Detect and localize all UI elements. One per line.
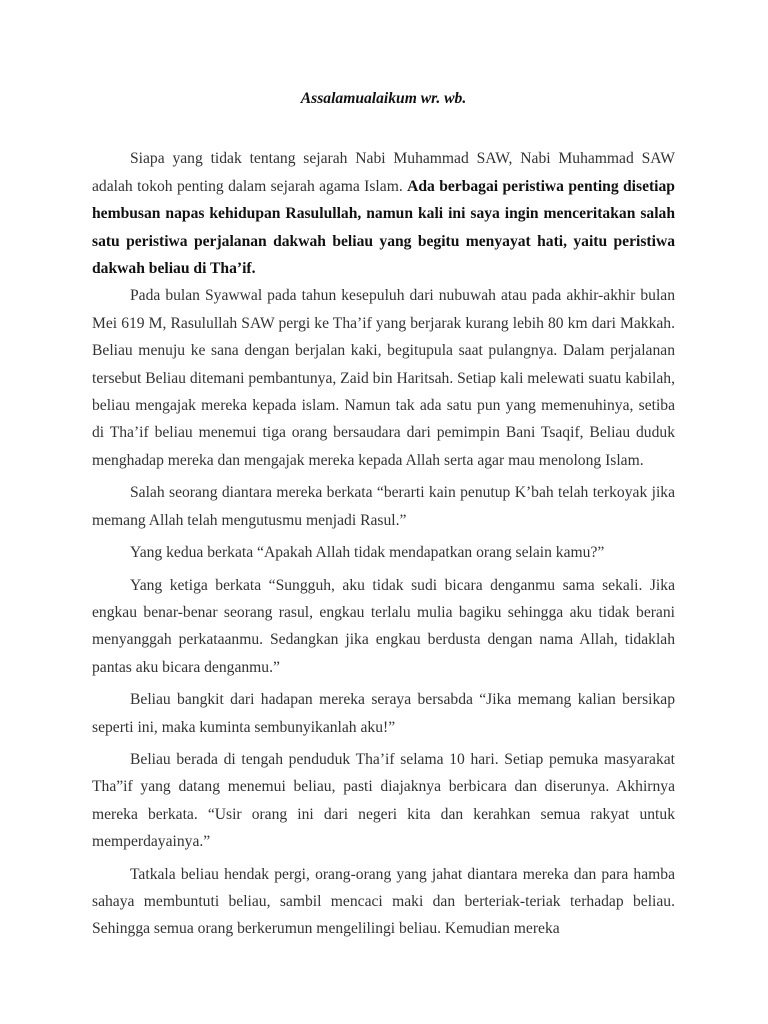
paragraph-thaif-journey: Pada bulan Syawwal pada tahun kesepuluh dari nubuwah atau pada akhir-akhir bulan Mei 619 M, Rasulullah SAW pergi ke Tha’if yang berjarak kurang lebih 80 km dari Makkah. Beliau menuju ke sana dengan berjalan kaki, begitupula saat pulangnya. Dalam perjalanan tersebut Beliau ditemani pembantunya, Zaid bin Haritsah. Setiap kali melewati suatu kabilah, beliau mengajak mereka kepada islam. Namun tak ada satu pun yang memenuhinya, setiba di Tha’if beliau menemui tiga orang bersaudara dari pemimpin Bani Tsaqif, Beliau duduk menghadap mereka dan mengajak mereka kepada Allah serta agar mau menolong Islam. [92, 287, 675, 469]
paragraph-second-brother: Yang kedua berkata “Apakah Allah tidak mendapatkan orang selain kamu?” [130, 544, 605, 562]
greeting-heading: Assalamualaikum wr. wb. [300, 90, 467, 107]
document-page [92, 85, 675, 948]
paragraph-third-brother: Yang ketiga berkata “Sungguh, aku tidak sudi bicara denganmu sama sekali. Jika engkau benar-benar seorang rasul, engkau terlalu mulia bagiku sehingga aku tidak berani menyanggah perkataanmu. Sedangkan jika engkau berdusta dengan nama Allah, tidaklah pantas aku bicara denganmu.” [92, 576, 675, 676]
intro-text: Siapa yang tidak tentang sejarah Nabi Muhammad SAW, Nabi Muhammad SAW adalah tokoh penting dalam sejarah agama Islam. [92, 150, 675, 195]
intro-paragraph [92, 145, 675, 282]
paragraph-prophet-reply: Beliau bangkit dari hadapan mereka seraya bersabda “Jika memang kalian bersikap seperti ini, maka kuminta sembunyikanlah aku!” [92, 691, 675, 736]
paragraph-first-brother: Salah seorang diantara mereka berkata “berarti kain penutup K’bah telah terkoyak jika memang Allah telah mengutusmu menjadi Rasul.” [92, 484, 675, 529]
paragraph-ten-days: Beliau berada di tengah penduduk Tha’if selama 10 hari. Setiap pemuka masyarakat Tha”if yang datang menemui beliau, pasti diajaknya berbicara dan diserunya. Akhirnya mereka berkata. “Usir orang ini dari negeri kita dan kerahkan semua rakyat untuk memperdayainya.” [92, 750, 675, 851]
intro-bold-text: Ada berbagai peristiwa penting disetiap hembusan napas kehidupan Rasulullah, namun kali ini saya ingin menceritakan salah satu peristiwa perjalanan dakwah beliau yang begitu menyayat hati, yaitu peristiwa dakwah beliau di Tha’if. [92, 177, 675, 278]
paragraph-departure: Tatkala beliau hendak pergi, orang-orang yang jahat diantara mereka dan para hamba sahaya membuntuti beliau, sambil mencaci maki dan berteriak-teriak terhadap beliau. Sehingga semua orang berkerumun mengelilingi beliau. Kemudian mereka [92, 865, 675, 938]
